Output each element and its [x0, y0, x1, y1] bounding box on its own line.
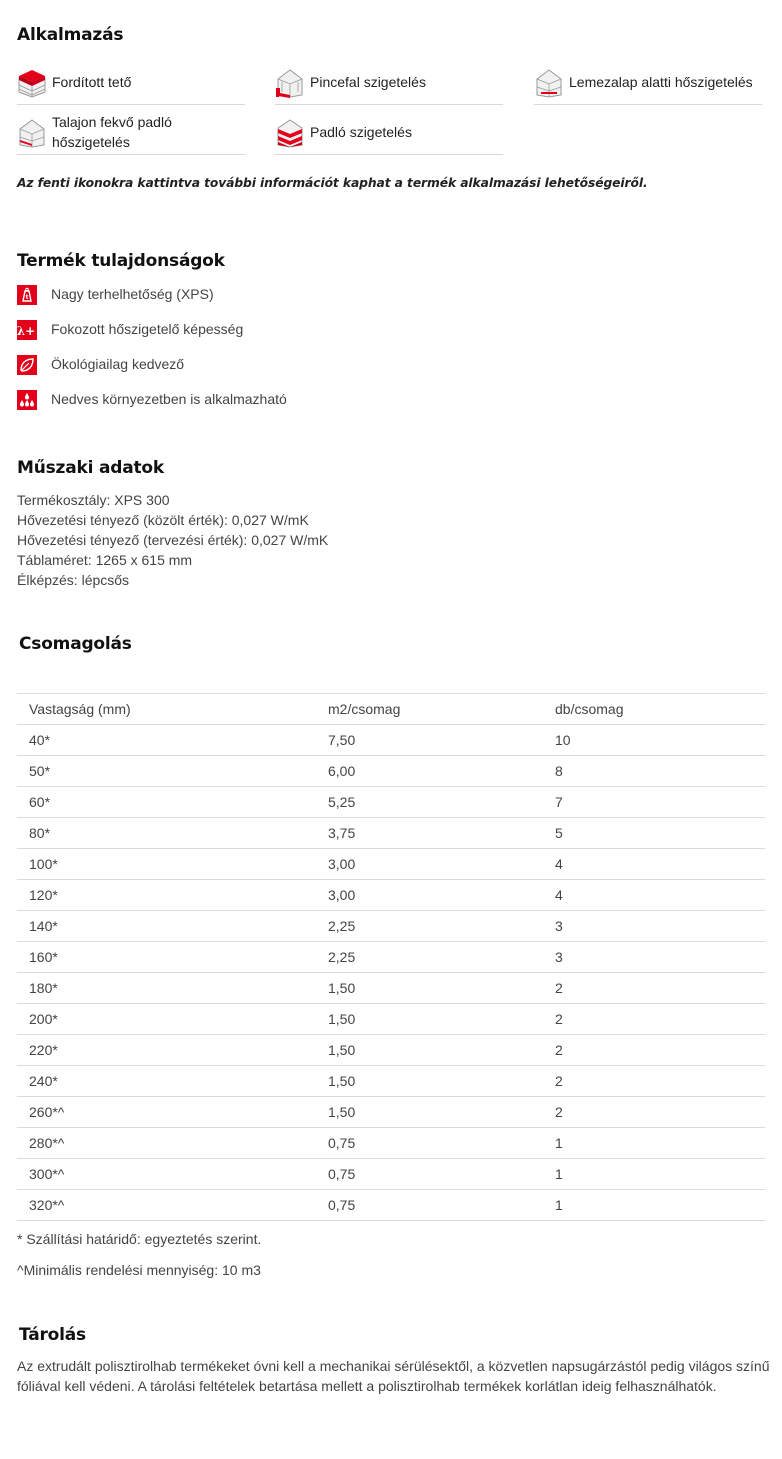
table-cell: 1,50: [316, 1097, 543, 1128]
table-cell: 8: [543, 756, 765, 787]
tech-line: Hővezetési tényező (tervezési érték): 0,027 W/mK: [17, 532, 329, 548]
table-cell: 40*: [17, 725, 316, 756]
table-cell: 2: [543, 1035, 765, 1066]
table-cell: 2: [543, 1097, 765, 1128]
table-row: [17, 1066, 765, 1097]
table-cell: 1,50: [316, 1066, 543, 1097]
svg-text:t: t: [25, 294, 29, 301]
table-cell: 0,75: [316, 1190, 543, 1221]
storage-text: Az extrudált polisztirolhab termékeket óvni kell a mechanikai sérülésektől, a közvetlen napsugárzástól pedig világos színű fóliával kell védeni. A tárolási feltételek betartása mellett a polisztirolhab termékek korlátlan ideig felhasználhatók.: [17, 1358, 770, 1394]
leaf-icon: [17, 355, 37, 375]
table-cell: 3: [543, 911, 765, 942]
table-cell: 1: [543, 1190, 765, 1221]
property-label: Fokozott hőszigetelő képesség: [51, 321, 244, 337]
packaging-heading: Csomagolás: [19, 634, 132, 654]
app-item-ground-floor[interactable]: [17, 110, 245, 155]
table-cell: 1: [543, 1128, 765, 1159]
table-cell: 1,50: [316, 973, 543, 1004]
table-cell: 2: [543, 973, 765, 1004]
table-row: [17, 1097, 765, 1128]
table-cell: 3,00: [316, 880, 543, 911]
column-header: m2/csomag: [316, 694, 543, 725]
table-row: [17, 849, 765, 880]
table-row: [17, 880, 765, 911]
app-item-inverted-roof[interactable]: [17, 60, 245, 105]
load-weight-icon: [17, 285, 37, 305]
app-item-label: Lemezalap alatti hőszigetelés: [569, 74, 753, 90]
table-cell: 3: [543, 942, 765, 973]
property-label: Ökológiailag kedvező: [51, 356, 185, 372]
table-cell: 2: [543, 1004, 765, 1035]
packaging-table: [17, 693, 765, 1221]
application-note: Az fenti ikonokra kattintva további információt kaphat a termék alkalmazási lehetőségeiről.: [17, 176, 648, 190]
tech-line: Táblaméret: 1265 x 615 mm: [17, 552, 193, 568]
table-cell: 4: [543, 849, 765, 880]
table-cell: 300*^: [17, 1159, 316, 1190]
table-cell: 60*: [17, 787, 316, 818]
table-cell: 280*^: [17, 1128, 316, 1159]
table-cell: 3,00: [316, 849, 543, 880]
app-item-floor-insulation[interactable]: [275, 110, 503, 155]
ground-floor-icon: [17, 116, 47, 148]
storage-heading: Tárolás: [19, 1325, 86, 1345]
table-cell: 50*: [17, 756, 316, 787]
tech-line: Termékosztály: XPS 300: [17, 492, 170, 508]
table-cell: 3,75: [316, 818, 543, 849]
app-item-basement-wall[interactable]: [275, 60, 503, 105]
table-cell: 5: [543, 818, 765, 849]
table-row: [17, 818, 765, 849]
technical-heading: Műszaki adatok: [17, 458, 164, 478]
column-header: db/csomag: [543, 694, 765, 725]
table-cell: 160*: [17, 942, 316, 973]
application-heading: Alkalmazás: [17, 25, 124, 45]
table-cell: 240*: [17, 1066, 316, 1097]
table-cell: 220*: [17, 1035, 316, 1066]
table-row: [17, 1035, 765, 1066]
slab-foundation-icon: [534, 66, 564, 98]
table-cell: 5,25: [316, 787, 543, 818]
table-cell: 1,50: [316, 1035, 543, 1066]
table-row: [17, 725, 765, 756]
column-header: Vastagság (mm): [17, 694, 316, 725]
table-cell: 10: [543, 725, 765, 756]
table-cell: 0,75: [316, 1128, 543, 1159]
app-item-label: Pincefal szigetelés: [310, 74, 426, 90]
table-cell: 320*^: [17, 1190, 316, 1221]
footnote-delivery: * Szállítási határidő: egyeztetés szerint.: [17, 1231, 262, 1247]
property-label: Nagy terhelhetőség (XPS): [51, 286, 214, 302]
property-label: Nedves környezetben is alkalmazható: [51, 391, 287, 407]
table-cell: 80*: [17, 818, 316, 849]
svg-text:λ+: λ+: [17, 324, 36, 338]
table-cell: 120*: [17, 880, 316, 911]
app-item-label: Fordított tető: [52, 74, 132, 90]
table-row: [17, 1128, 765, 1159]
table-cell: 1: [543, 1159, 765, 1190]
table-row: [17, 973, 765, 1004]
table-cell: 7: [543, 787, 765, 818]
table-cell: 1,50: [316, 1004, 543, 1035]
basement-wall-icon: [275, 66, 305, 98]
table-row: [17, 1004, 765, 1035]
table-cell: 180*: [17, 973, 316, 1004]
table-row: [17, 942, 765, 973]
tech-line: Élképzés: lépcsős: [17, 572, 130, 588]
table-row: [17, 756, 765, 787]
table-cell: 100*: [17, 849, 316, 880]
properties-heading: Termék tulajdonságok: [17, 251, 225, 271]
table-cell: 6,00: [316, 756, 543, 787]
table-cell: 200*: [17, 1004, 316, 1035]
lambda-plus-icon: [17, 320, 37, 340]
table-row: [17, 787, 765, 818]
table-row: [17, 911, 765, 942]
table-cell: 260*^: [17, 1097, 316, 1128]
footnote-minimum-order: ^Minimális rendelési mennyiség: 10 m3: [17, 1262, 261, 1278]
table-header-row: [17, 694, 765, 725]
table-cell: 140*: [17, 911, 316, 942]
technical-data: [17, 490, 328, 590]
inverted-roof-icon: [17, 66, 47, 98]
app-item-label: Talajon fekvő padló hőszigetelés: [52, 114, 172, 150]
app-item-label: Padló szigetelés: [310, 124, 412, 140]
app-item-slab-foundation[interactable]: [534, 60, 762, 105]
table-cell: 4: [543, 880, 765, 911]
water-drops-icon: [17, 390, 37, 410]
floor-insulation-icon: [275, 116, 305, 148]
table-cell: 0,75: [316, 1159, 543, 1190]
table-cell: 2: [543, 1066, 765, 1097]
tech-line: Hővezetési tényező (közölt érték): 0,027 W/mK: [17, 512, 309, 528]
table-cell: 2,25: [316, 942, 543, 973]
table-row: [17, 1159, 765, 1190]
table-cell: 2,25: [316, 911, 543, 942]
table-cell: 7,50: [316, 725, 543, 756]
table-row: [17, 1190, 765, 1221]
